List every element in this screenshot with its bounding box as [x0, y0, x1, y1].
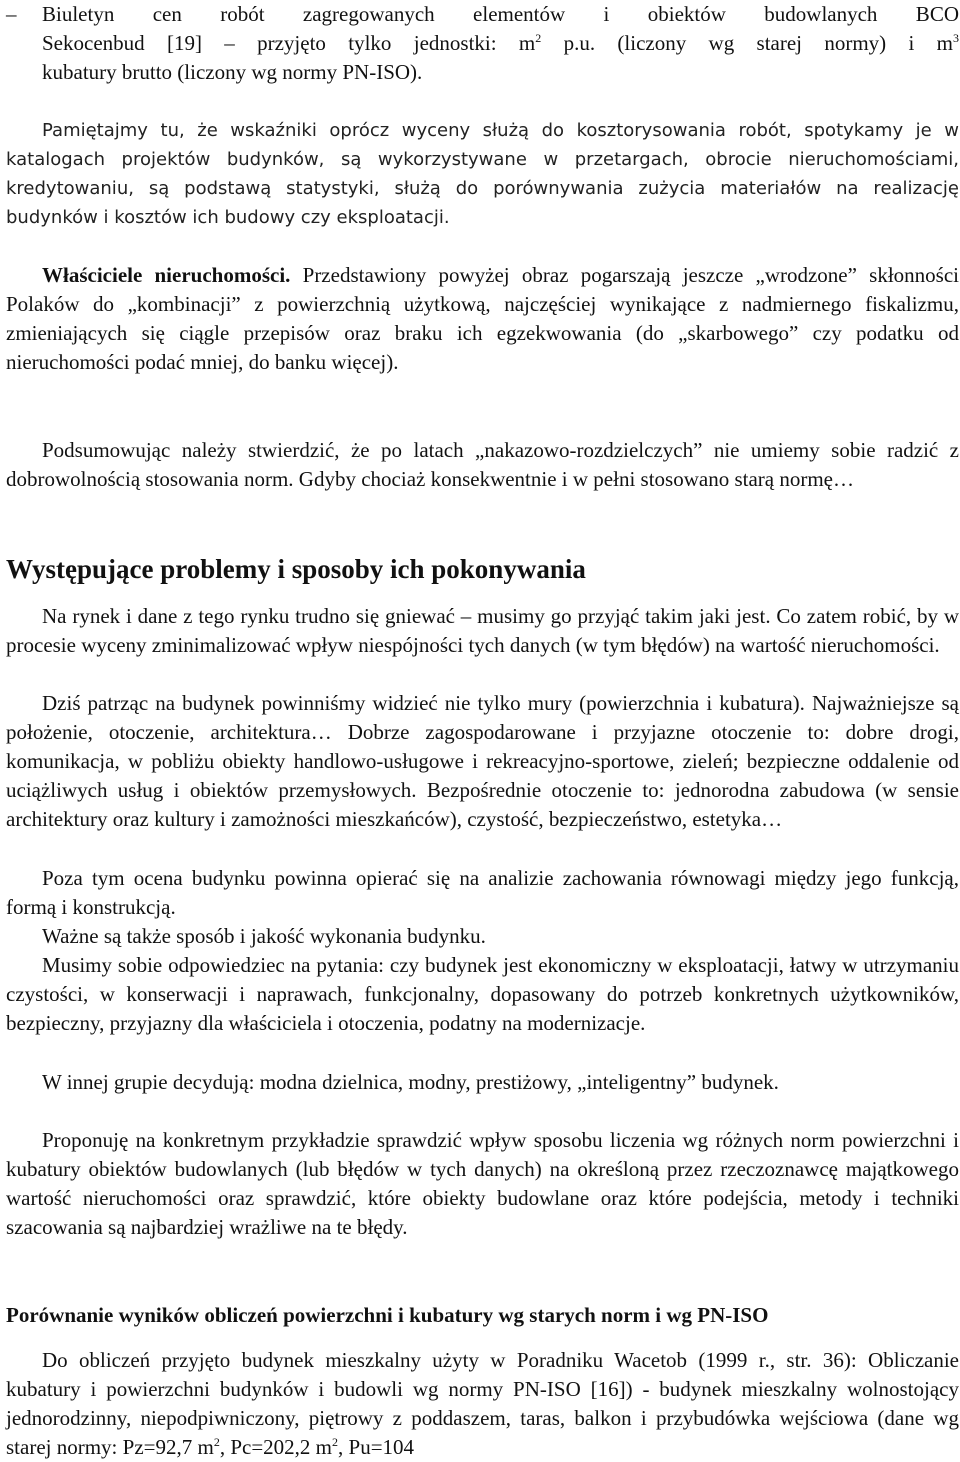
bullet-text [42, 0, 959, 87]
summary-text-a: Podsumowując należy stwierdzić, że po latach „nakazowo-rozdzielczych” nie umiemy sobie radzić z dobrowolnością stosowania norm. [6, 438, 959, 491]
problems-paragraph-3: Poza tym ocena budynku powinna opierać się na analizie zachowania równowagi między jego funkcją, formą i konstrukcją. [6, 866, 959, 919]
bullet-line-2-b: p.u. (liczony wg starej normy) i m [541, 31, 953, 55]
bullet-line-2 [42, 29, 959, 58]
section-title: Występujące problemy i sposoby ich pokonywania [6, 554, 586, 584]
paragraph-summary [6, 436, 959, 494]
owners-heading: Właściciele nieruchomości. [42, 263, 291, 287]
bullet-dash: – [6, 2, 17, 26]
paragraph-final [6, 1346, 959, 1462]
problems-paragraph-5: Musimy sobie odpowiedziec na pytania: czy budynek jest ekonomiczny w eksploatacji, łatwy w utrzymaniu czystości, w konserwacji i naprawach, funkcjonalny, dopasowany do potrzeb konkretnych użytkowników, bezpieczny, przyjazny dla właściciela i otoczenia, podatny na modernizacje. [6, 953, 959, 1035]
problems-paragraph-1: Na rynek i dane z tego rynku trudno się gniewać – musimy go przyjąć takim jaki jest. Co zatem robić, by w procesie wyceny zminimalizować wpływ niespójności tych danych (w tym błędów) na wartość nieruchomości. [6, 604, 959, 657]
summary-text-b: Gdyby chociaż konsekwentnie i w pełni stosowano starą normę… [293, 467, 854, 491]
final-text-a: Do obliczeń przyjęto budynek mieszkalny użyty w Poradniku Wacetob (1999 r., str. 36): Obliczanie kubatury i powierzchni budynków i budowli wg normy PN-ISO [16]) - budynek mieszkalny wolnostojący jednorodzinny, niepodpiwniczony, piętrowy z poddaszem, taras, balkon i przybudówka wejściowa (dane wg starej normy: Pz=92,7 m [6, 1348, 959, 1459]
final-superscript-2: 2 [332, 1435, 339, 1449]
paragraph-indicators: Pamiętajmy tu, że wskaźniki oprócz wyceny służą do kosztorysowania robót, spotykamy je w katalogach projektów budynków, są wykorzystywane w przetargach, obrocie nieruchomościami, kredytowaniu, są podstawą statystyki, służą do porównywania zużycia materiałów na realizację budynków i kosztów ich budowy czy eksploatacji. [6, 120, 959, 228]
problems-paragraph-6: W innej grupie decydują: modna dzielnica, modny, prestiżowy, „inteligentny” budynek. [42, 1070, 779, 1094]
unit-superscript-3: 3 [953, 31, 959, 45]
problems-paragraph-4: Ważne są także sposób i jakość wykonania budynku. [42, 924, 486, 948]
comparison-title: Porównanie wyników obliczeń powierzchni i kubatury wg starych norm i wg PN-ISO [6, 1303, 769, 1327]
final-text-c: , Pu=104 [338, 1435, 415, 1459]
paragraph-proposal: Proponuję na konkretnym przykładzie sprawdzić wpływ sposobu liczenia wg różnych norm powierzchni i kubatury obiektów budowlanych (lub błędów w tych danych) na określoną przez rzeczoznawcę majątkowego wartość nieruchomości oraz sprawdzić, które obiekty budowlane oraz które podejścia, metody i techniki szacowania są najbardziej wrażliwe na te błędy. [6, 1128, 959, 1239]
unit-superscript-2: 2 [535, 31, 542, 45]
bullet-line-3: kubatury brutto (liczony wg normy PN-ISO). [42, 60, 423, 84]
bullet-line-1: Biuletyn cen robót zagregowanych elementów i obiektów budowlanych BCO [42, 2, 959, 26]
bullet-item-sekocenbud [6, 0, 959, 87]
problems-paragraph-2: Dziś patrząc na budynek powinniśmy widzieć nie tylko mury (powierzchnia i kubatura). Najważniejsze są położenie, otoczenie, architektura… Dobrze zagospodarowane i przyjazne otoczenie to: dobre drogi, komunikacja, w pobliżu obiekty handlowo-usługowe i rekreacyjno-sportowe, zieleń; bezpieczne oddalenie od uciążliwych usług i obiektów przemysłowych. Bezpośrednie otoczenie to: jednorodna zabudowa (w sensie architektury oraz kultury i zamożności mieszkańców), czystość, bezpieczeństwo, estetyka… [6, 691, 959, 831]
final-text-b: , Pc=202,2 m [219, 1435, 333, 1459]
owners-text: Przedstawiony powyżej obraz pogarszają jeszcze „wrodzone” skłonności Polaków do „kombinacji” z powierzchnią użytkową, najczęściej wynikające z nadmiernego fiskalizmu, zmieniających się ciągle przepisów oraz braku ich egzekwowania (do „skarbowego” czy podatku od nieruchomości podać mniej, do banku więcej). [6, 263, 960, 374]
paragraph-owners [6, 261, 959, 377]
final-superscript-1: 2 [213, 1435, 220, 1449]
bullet-line-2-a: Sekocenbud [19] – przyjęto tylko jednostki: m [42, 31, 536, 55]
